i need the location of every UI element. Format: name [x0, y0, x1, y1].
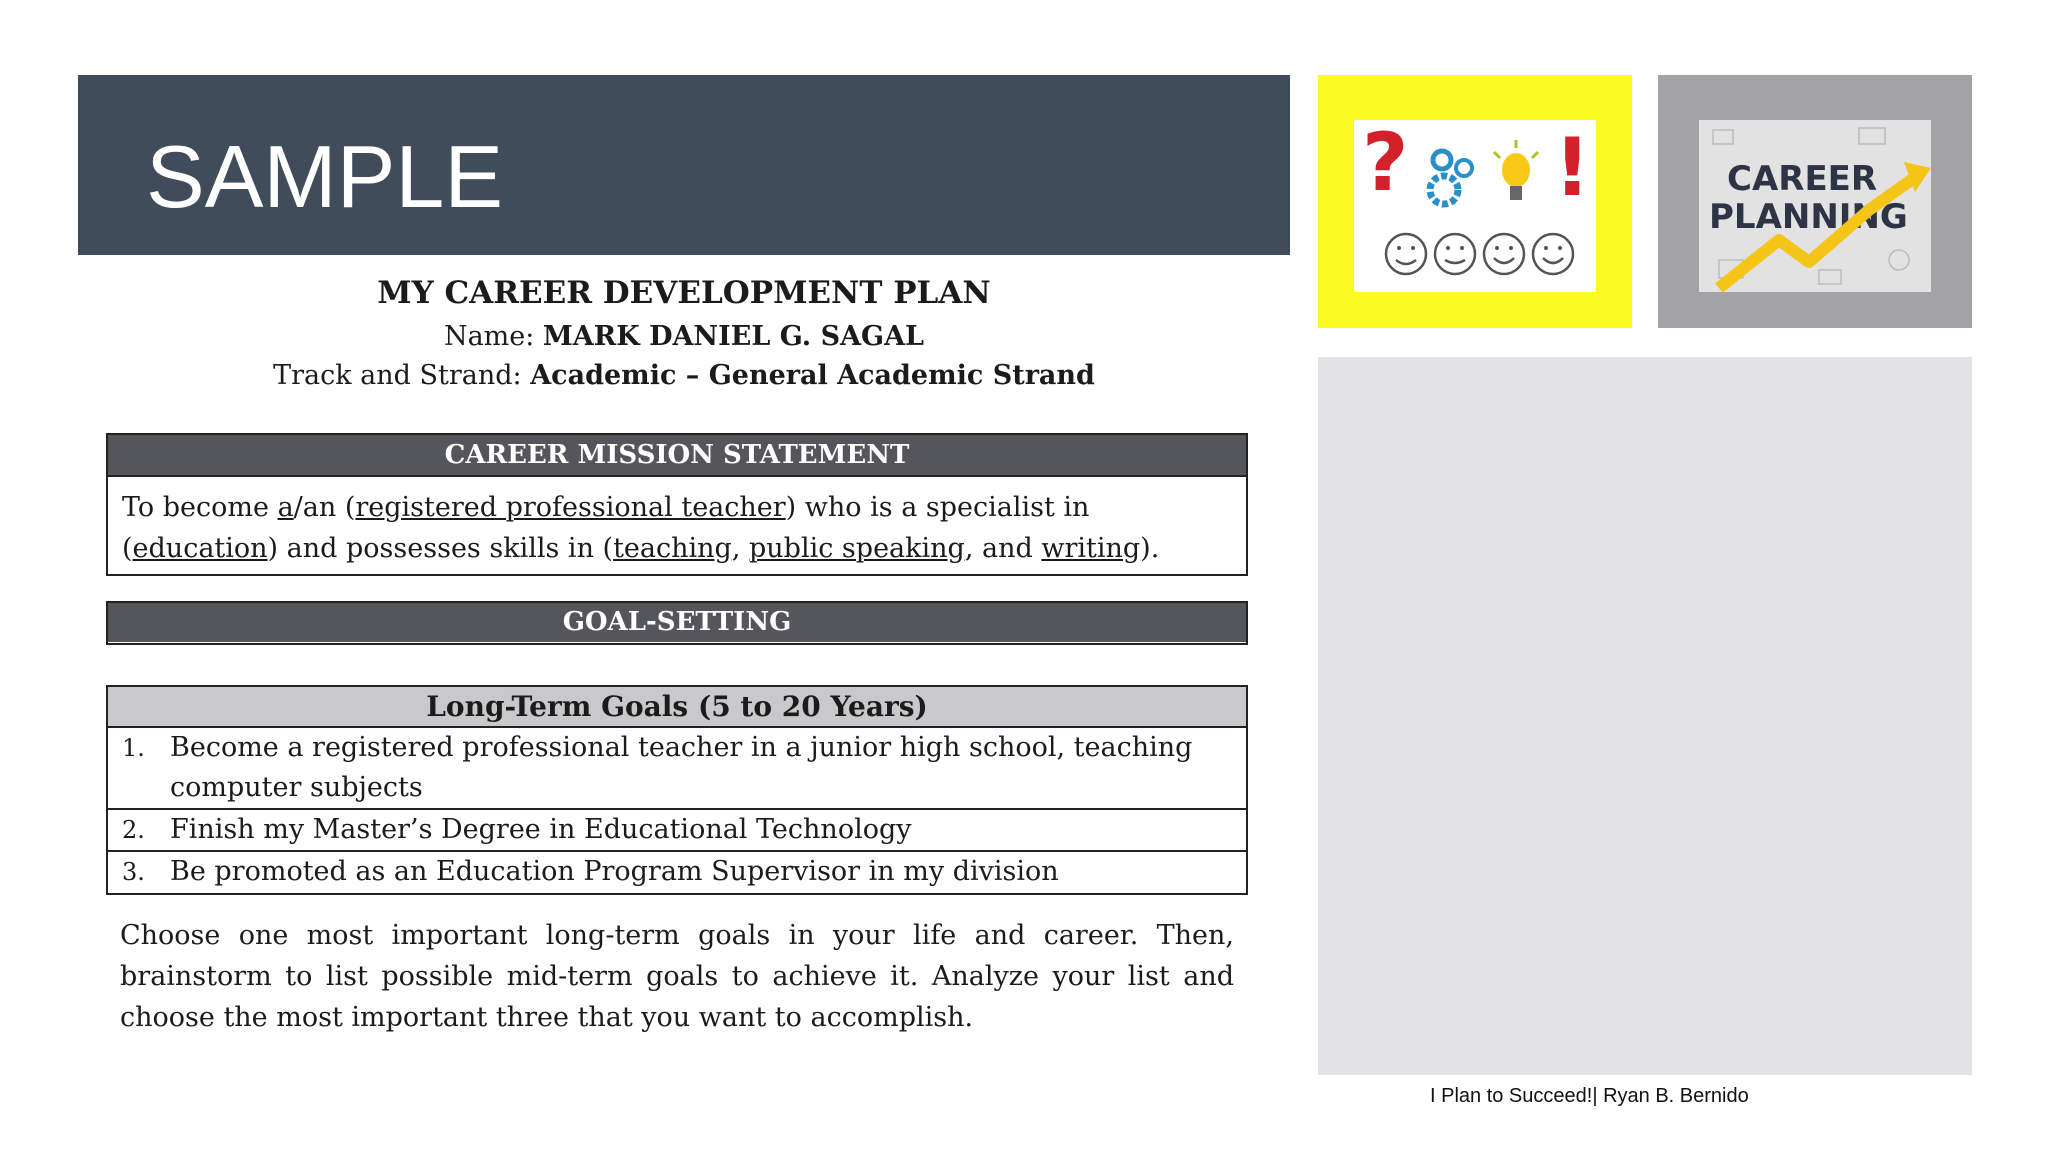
list-item-number: 3.: [122, 858, 145, 886]
mission-text-part: ) who is a specialist in (: [122, 492, 1090, 564]
name-line: [78, 321, 1290, 352]
document-title: MY CAREER DEVELOPMENT PLAN: [377, 275, 991, 311]
question-gear-bulb-icon: [1354, 120, 1596, 292]
content-placeholder-panel: [1318, 357, 1972, 1075]
mission-text-part: ) and possesses skills in (: [267, 533, 614, 564]
long-term-goals-table: [106, 685, 1248, 895]
ideas-image-inner: [1354, 120, 1596, 292]
track-line: [78, 360, 1290, 391]
svg-text:!: !: [1554, 121, 1591, 214]
banner-title: SAMPLE: [146, 127, 504, 226]
career-plan-document: [78, 255, 1290, 1075]
goal-setting-heading: GOAL-SETTING: [108, 603, 1246, 642]
lightbulb-icon: [1494, 140, 1538, 200]
instructions-paragraph: Choose one most important long-term goals in your life and career. Then, brainstorm to list possible mid-term goals to achieve it. Analyze your list and choose the most important three that you want to accomplish.: [120, 920, 1234, 1033]
list-item-text: Be promoted as an Education Program Supervisor in my division: [170, 856, 1059, 887]
mission-text-part: To become: [122, 492, 278, 523]
list-item: [108, 808, 1246, 850]
mission-underlined: writing: [1041, 533, 1141, 564]
mission-text-part: ,: [731, 533, 749, 564]
career-planning-image: [1658, 75, 1972, 328]
footer-credit: I Plan to Succeed!| Ryan B. Bernido: [1430, 1085, 1749, 1107]
list-item: [108, 728, 1246, 808]
mission-underlined: a: [277, 492, 294, 523]
list-item: [108, 850, 1246, 892]
ideas-image: [1318, 75, 1632, 328]
list-item-number: 2.: [122, 816, 145, 844]
mission-text: [108, 477, 1246, 575]
mission-text-part: , and: [964, 533, 1042, 564]
long-term-goals-heading: Long-Term Goals (5 to 20 Years): [108, 687, 1246, 728]
track-label: Track and Strand:: [273, 360, 531, 391]
mission-statement-box: [106, 433, 1248, 576]
gear-icon: [1430, 151, 1472, 204]
mission-heading: CAREER MISSION STATEMENT: [108, 435, 1246, 477]
career-planning-image-inner: [1699, 120, 1931, 292]
track-value: Academic – General Academic Strand: [530, 360, 1095, 391]
name-value: MARK DANIEL G. SAGAL: [542, 321, 925, 352]
name-label: Name:: [443, 321, 543, 352]
planning-text: PLANNING: [1709, 197, 1908, 237]
mission-underlined: education: [132, 533, 268, 564]
goal-setting-box: [106, 601, 1248, 645]
career-text: CAREER: [1727, 159, 1878, 199]
mission-text-part: /an (: [293, 492, 356, 523]
list-item-text: Finish my Master’s Degree in Educational Technology: [170, 814, 912, 845]
mission-underlined: public speaking: [749, 533, 965, 564]
list-item-number: 1.: [122, 734, 145, 762]
smiley-faces-icon: [1386, 234, 1573, 274]
mission-underlined: registered professional teacher: [355, 492, 786, 523]
list-item-text: Become a registered professional teacher in a junior high school, teaching computer subjects: [170, 732, 1193, 803]
svg-text:?: ?: [1362, 120, 1409, 209]
title-banner: [78, 75, 1290, 255]
career-planning-graphic: [1699, 120, 1931, 292]
mission-underlined: teaching: [613, 533, 732, 564]
mission-text-part: ).: [1140, 533, 1160, 564]
